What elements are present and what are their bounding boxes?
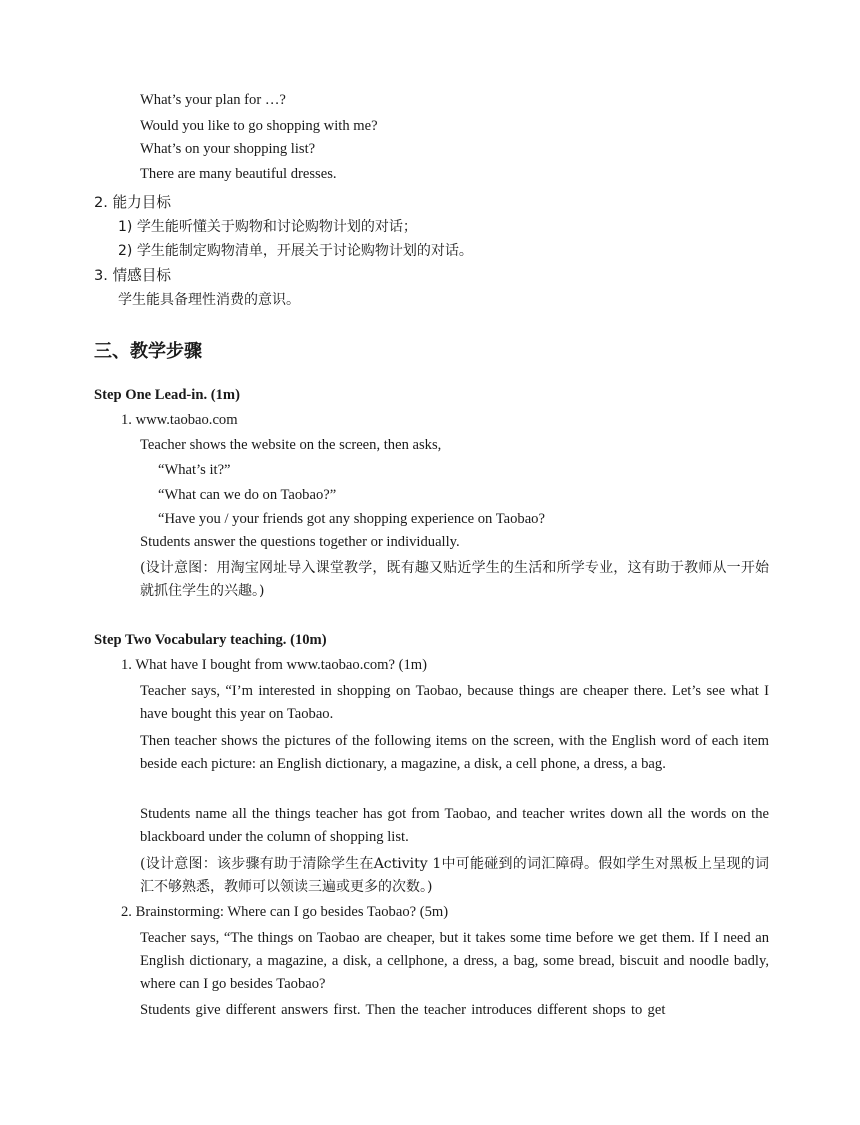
step-two-item: 1. What have I bought from www.taobao.com? (1m) xyxy=(121,657,427,673)
paragraph: Students give different answers first. Then the teacher introduces different shops to get xyxy=(140,1002,666,1018)
objective-sentence: Would you like to go shopping with me? xyxy=(140,118,378,134)
step-two-item: 2. Brainstorming: Where can I go besides Taobao? (5m) xyxy=(121,904,449,920)
paragraph: Then teacher shows the pictures of the following items on the screen, with the English word of each item beside each picture: an English dictionary, a magazine, a disk, a cell phone, a dress, a bag. xyxy=(140,733,769,772)
ability-item: 2) 学生能制定购物清单，开展关于讨论购物计划的对话。 xyxy=(118,243,473,259)
objective-sentence: What’s your plan for …? xyxy=(140,92,286,108)
emotion-text: 学生能具备理性消费的意识。 xyxy=(118,292,300,308)
step-one-item: 1. www.taobao.com xyxy=(121,412,238,428)
question-line: “What can we do on Taobao?” xyxy=(158,487,337,503)
design-intent-note: (设计意图：该步骤有助于清除学生在Activity 1中可能碰到的词汇障碍。假如学生对黑板上呈现的词汇不够熟悉，教师可以领读三遍或更多的次数。) xyxy=(140,856,769,895)
ability-heading: 2. 能力目标 xyxy=(94,194,171,211)
paragraph: Teacher says, “I’m interested in shopping on Taobao, because things are cheaper there. Let’s see what I have bought this year on Taobao. xyxy=(140,683,769,722)
section-title: 三、教学步骤 xyxy=(94,341,202,362)
paragraph: Students name all the things teacher has got from Taobao, and teacher writes down all the words on the blackboard under the column of shopping list. xyxy=(140,806,769,845)
paragraph: Teacher says, “The things on Taobao are cheaper, but it takes some time before we get them. If I need an English dictionary, a magazine, a disk, a cellphone, a dress, a bag, some bread, biscuit and noodle badly, where can I go besides Taobao? xyxy=(140,930,769,992)
objective-sentence: There are many beautiful dresses. xyxy=(140,166,337,182)
objective-sentence: What’s on your shopping list? xyxy=(140,141,316,157)
step-one-answer: Students answer the questions together or individually. xyxy=(140,534,460,550)
emotion-heading: 3. 情感目标 xyxy=(94,267,171,284)
ability-item: 1) 学生能听懂关于购物和讨论购物计划的对话； xyxy=(118,219,417,235)
question-line: “What’s it?” xyxy=(158,462,231,478)
step-one-text: Teacher shows the website on the screen, then asks, xyxy=(140,437,442,453)
design-intent-note: (设计意图：用淘宝网址导入课堂教学，既有趣又贴近学生的生活和所学专业，这有助于教师从一开始就抓住学生的兴趣。) xyxy=(140,560,769,599)
question-line: “Have you / your friends got any shopping experience on Taobao? xyxy=(158,511,545,527)
step-two-title: Step Two Vocabulary teaching. (10m) xyxy=(94,632,327,648)
step-one-title: Step One Lead-in. (1m) xyxy=(94,387,240,403)
